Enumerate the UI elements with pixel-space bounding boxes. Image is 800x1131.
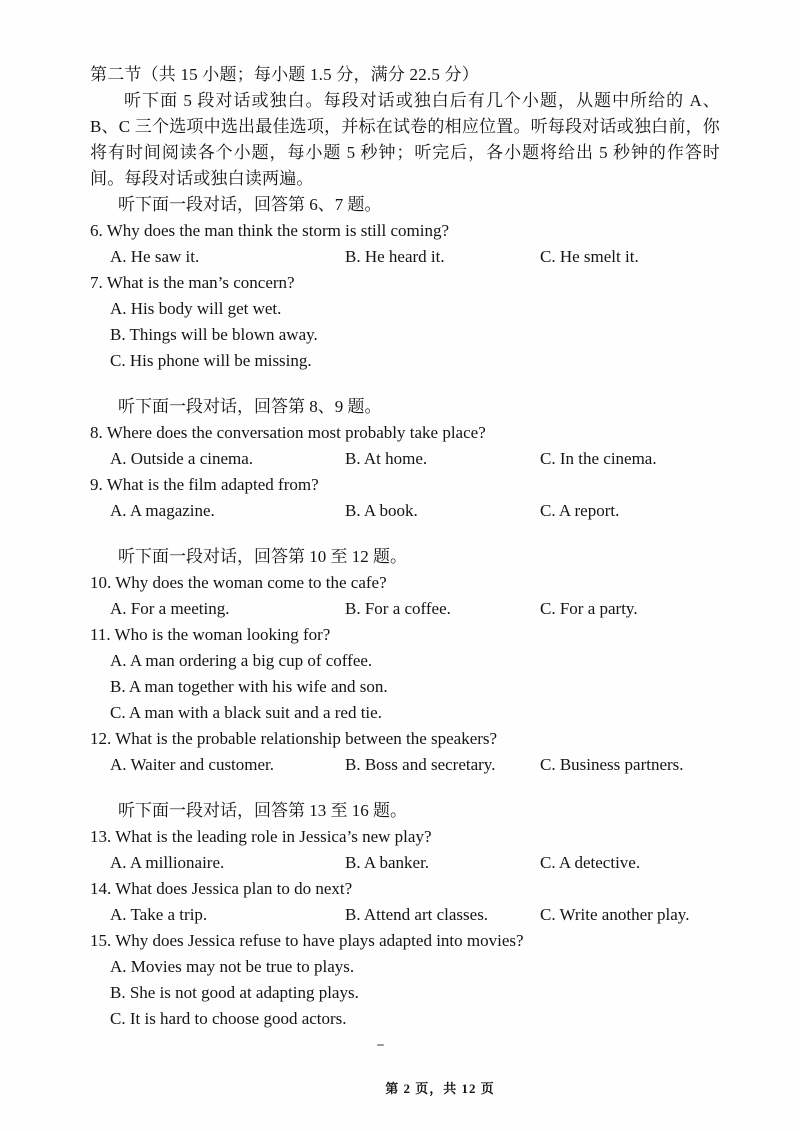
block-intro: 听下面一段对话，回答第 8、9 题。 xyxy=(118,397,382,416)
section-instructions: 听下面 5 段对话或独白。每段对话或独白后有几个小题，从题中所给的 A、B、C 三个选项中选出最佳选项，并标在试卷的相应位置。听每段对话或独白前，你将有时间阅读各个小题，每小题 5 秒钟；听完后，各小题将给出 5 秒钟的作答时间。每段对话或独白读两遍。 xyxy=(90,91,720,188)
answer-option: A. Take a trip. xyxy=(110,905,208,924)
question-options xyxy=(90,244,720,270)
answer-option: C. In the cinema. xyxy=(540,449,657,468)
answer-option: A. He saw it. xyxy=(110,247,200,266)
question-text: 12. What is the probable relationship between the speakers? xyxy=(90,729,498,748)
block-intro: 听下面一段对话，回答第 10 至 12 题。 xyxy=(118,547,407,566)
page-footer: 第 2 页，共 12 页 xyxy=(385,1081,495,1096)
question-options xyxy=(90,902,720,928)
question-text: 13. What is the leading role in Jessica’s new play? xyxy=(90,827,432,846)
answer-option: B. A man together with his wife and son. xyxy=(110,677,388,696)
answer-option: B. For a coffee. xyxy=(345,599,451,618)
answer-option: C. A man with a black suit and a red tie. xyxy=(110,703,382,722)
answer-option: C. His phone will be missing. xyxy=(110,351,312,370)
answer-option: A. A magazine. xyxy=(110,501,215,520)
question-options xyxy=(90,648,720,726)
answer-option: B. He heard it. xyxy=(345,247,445,266)
section-title: 第二节（共 15 小题；每小题 1.5 分，满分 22.5 分） xyxy=(90,65,479,84)
answer-option: A. Movies may not be true to plays. xyxy=(110,957,355,976)
answer-option: B. Things will be blown away. xyxy=(110,325,318,344)
answer-option: C. It is hard to choose good actors. xyxy=(110,1009,347,1028)
answer-option: C. Write another play. xyxy=(540,905,690,924)
question-blocks xyxy=(90,192,720,1032)
question-text: 15. Why does Jessica refuse to have plays adapted into movies? xyxy=(90,931,524,950)
exam-content xyxy=(90,62,720,1032)
answer-option: A. Waiter and customer. xyxy=(110,755,275,774)
question-text: 9. What is the film adapted from? xyxy=(90,475,319,494)
answer-option: A. A millionaire. xyxy=(110,853,225,872)
answer-option: C. For a party. xyxy=(540,599,638,618)
answer-option: B. Attend art classes. xyxy=(345,905,489,924)
question-block xyxy=(90,394,720,524)
answer-option: A. A man ordering a big cup of coffee. xyxy=(110,651,373,670)
block-intro: 听下面一段对话，回答第 6、7 题。 xyxy=(118,195,382,214)
question-options xyxy=(90,850,720,876)
block-intro: 听下面一段对话，回答第 13 至 16 题。 xyxy=(118,801,407,820)
question-options xyxy=(90,446,720,472)
question-text: 10. Why does the woman come to the cafe? xyxy=(90,573,387,592)
question-text: 11. Who is the woman looking for? xyxy=(90,625,331,644)
answer-option: B. Boss and secretary. xyxy=(345,755,496,774)
answer-option: A. For a meeting. xyxy=(110,599,230,618)
answer-option: A. Outside a cinema. xyxy=(110,449,254,468)
scan-artifact xyxy=(377,1044,384,1046)
question-text: 7. What is the man’s concern? xyxy=(90,273,295,292)
question-options xyxy=(90,752,720,778)
question-options xyxy=(90,954,720,1032)
question-block xyxy=(90,798,720,1032)
answer-option: B. At home. xyxy=(345,449,428,468)
question-block xyxy=(90,544,720,778)
answer-option: C. A report. xyxy=(540,501,620,520)
answer-option: B. A banker. xyxy=(345,853,430,872)
question-block xyxy=(90,192,720,374)
answer-option: B. She is not good at adapting plays. xyxy=(110,983,359,1002)
answer-option: A. His body will get wet. xyxy=(110,299,282,318)
answer-option: B. A book. xyxy=(345,501,418,520)
question-text: 6. Why does the man think the storm is still coming? xyxy=(90,221,450,240)
question-text: 14. What does Jessica plan to do next? xyxy=(90,879,353,898)
answer-option: C. A detective. xyxy=(540,853,641,872)
answer-option: C. Business partners. xyxy=(540,755,684,774)
question-text: 8. Where does the conversation most probably take place? xyxy=(90,423,486,442)
answer-option: C. He smelt it. xyxy=(540,247,639,266)
question-options xyxy=(90,498,720,524)
question-options xyxy=(90,296,720,374)
question-options xyxy=(90,596,720,622)
